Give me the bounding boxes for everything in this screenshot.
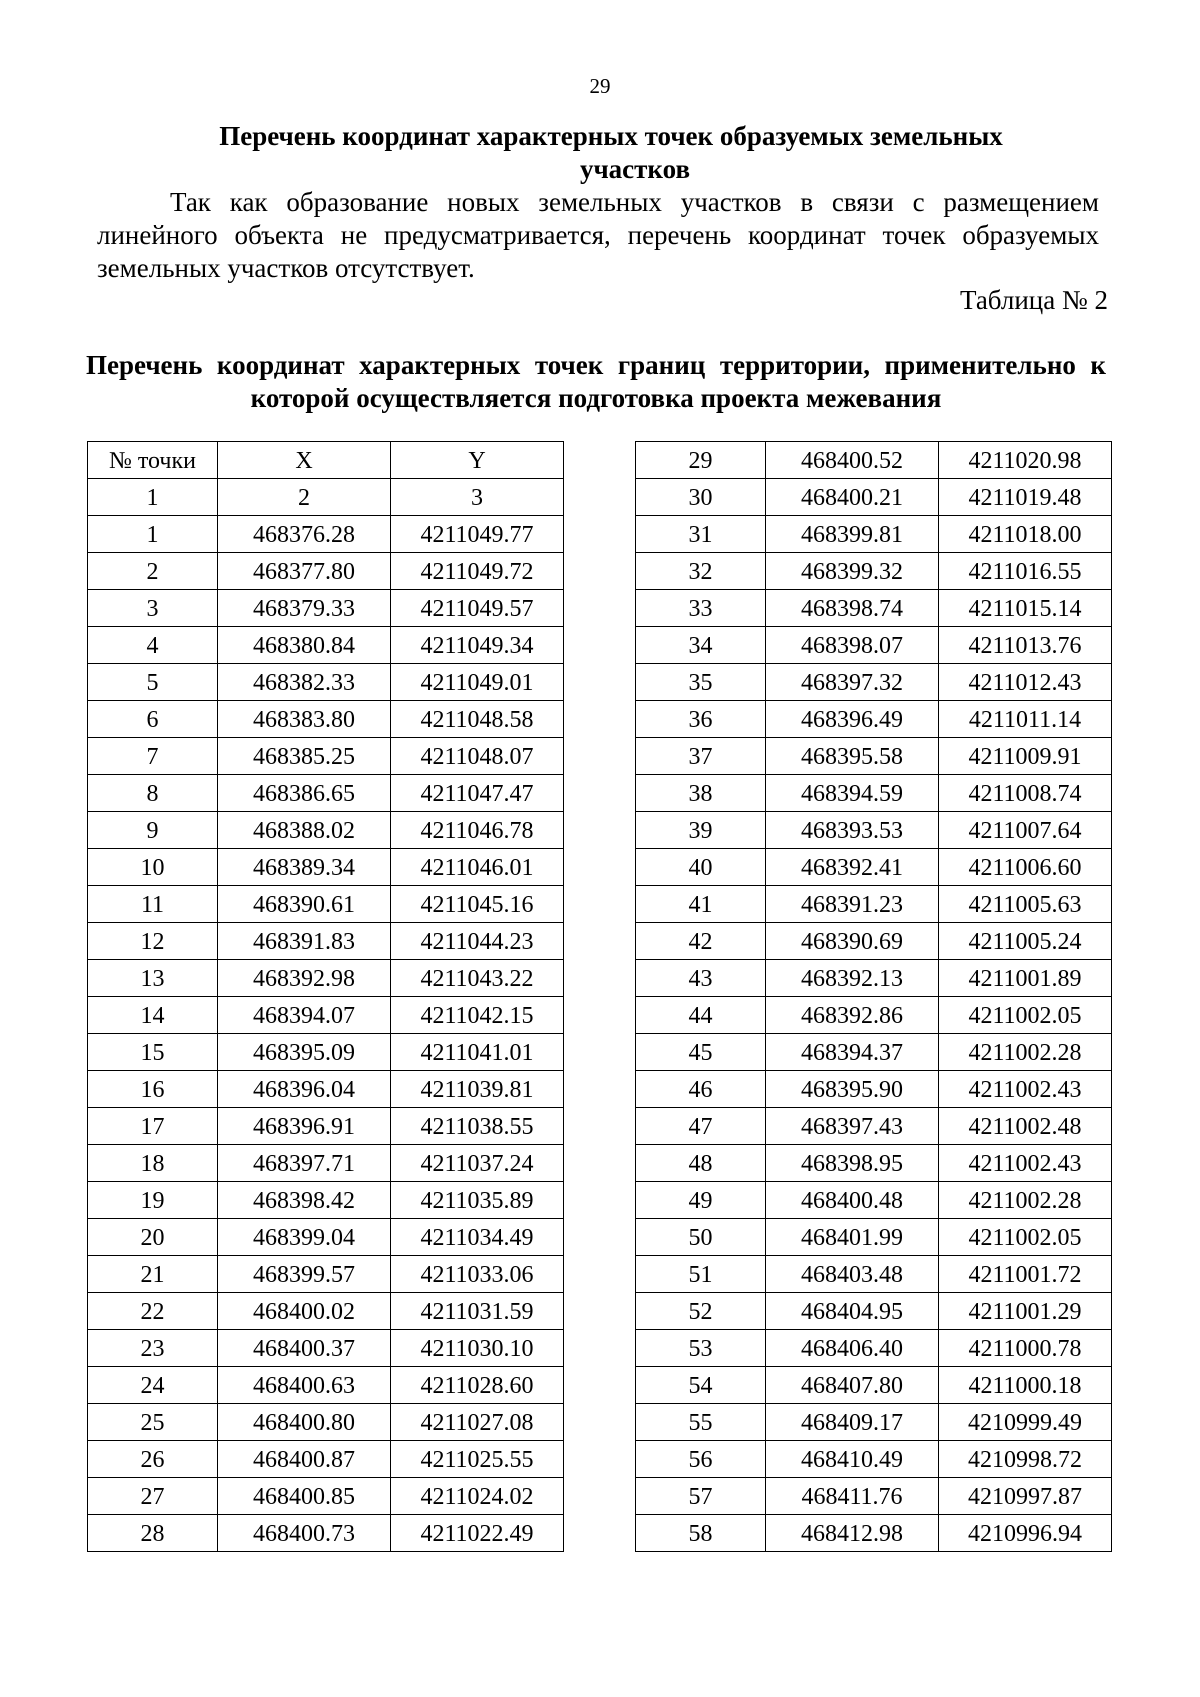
x-coordinate-cell: 468407.80 xyxy=(766,1367,939,1404)
y-coordinate-cell: Y xyxy=(391,442,564,479)
x-coordinate-cell: 468409.17 xyxy=(766,1404,939,1441)
y-coordinate-cell: 4211037.24 xyxy=(391,1145,564,1182)
table-row xyxy=(636,775,1112,812)
point-number-cell: 24 xyxy=(88,1367,218,1404)
table-row xyxy=(636,997,1112,1034)
x-coordinate-cell: 468398.42 xyxy=(218,1182,391,1219)
section-title-line: которой осуществляется подготовка проекта межевания xyxy=(250,383,942,413)
point-number-cell: 52 xyxy=(636,1293,766,1330)
x-coordinate-cell: 468395.90 xyxy=(766,1071,939,1108)
y-coordinate-cell: 4211049.34 xyxy=(391,627,564,664)
section-title-line: Перечень координат характерных точек границ территории, применительно к xyxy=(86,350,1106,380)
x-coordinate-cell: 468390.61 xyxy=(218,886,391,923)
table-row xyxy=(636,1145,1112,1182)
x-coordinate-cell: 468400.63 xyxy=(218,1367,391,1404)
section-title-territory-boundary xyxy=(86,349,1106,415)
paragraph-line: Так как образование новых земельных участков в связи с размещением xyxy=(170,187,1099,217)
x-coordinate-cell: 468383.80 xyxy=(218,701,391,738)
point-number-cell: 20 xyxy=(88,1219,218,1256)
point-number-cell: 11 xyxy=(88,886,218,923)
point-number-cell: 46 xyxy=(636,1071,766,1108)
x-coordinate-cell: 468392.98 xyxy=(218,960,391,997)
table-row xyxy=(88,1108,564,1145)
table-column-number-row xyxy=(88,479,564,516)
table-row xyxy=(636,812,1112,849)
x-coordinate-cell: 468400.37 xyxy=(218,1330,391,1367)
table-row xyxy=(88,1145,564,1182)
point-number-cell: 2 xyxy=(88,553,218,590)
table-row xyxy=(636,664,1112,701)
paragraph-line: земельных участков отсутствует. xyxy=(97,253,475,283)
point-number-cell: 42 xyxy=(636,923,766,960)
table-row xyxy=(636,1219,1112,1256)
y-coordinate-cell: 4211019.48 xyxy=(939,479,1112,516)
y-coordinate-cell: 4211000.18 xyxy=(939,1367,1112,1404)
point-number-cell: 3 xyxy=(88,590,218,627)
point-number-cell: 51 xyxy=(636,1256,766,1293)
point-number-cell: 40 xyxy=(636,849,766,886)
x-coordinate-cell: 468377.80 xyxy=(218,553,391,590)
x-coordinate-cell: 468397.32 xyxy=(766,664,939,701)
y-coordinate-cell: 4211018.00 xyxy=(939,516,1112,553)
y-coordinate-cell: 4211007.64 xyxy=(939,812,1112,849)
x-coordinate-cell: 468397.71 xyxy=(218,1145,391,1182)
y-coordinate-cell: 4211045.16 xyxy=(391,886,564,923)
x-coordinate-cell: 468389.34 xyxy=(218,849,391,886)
point-number-cell: 38 xyxy=(636,775,766,812)
table-row xyxy=(88,627,564,664)
y-coordinate-cell: 4211020.98 xyxy=(939,442,1112,479)
y-coordinate-cell: 4211002.05 xyxy=(939,997,1112,1034)
point-number-cell: 48 xyxy=(636,1145,766,1182)
x-coordinate-cell: 468392.41 xyxy=(766,849,939,886)
y-coordinate-cell: 4211030.10 xyxy=(391,1330,564,1367)
table-row xyxy=(88,1478,564,1515)
point-number-cell: 29 xyxy=(636,442,766,479)
x-coordinate-cell: 468397.43 xyxy=(766,1108,939,1145)
point-number-cell: 1 xyxy=(88,479,218,516)
y-coordinate-cell: 4211047.47 xyxy=(391,775,564,812)
y-coordinate-cell: 4211008.74 xyxy=(939,775,1112,812)
table-row xyxy=(88,738,564,775)
x-coordinate-cell: 468391.83 xyxy=(218,923,391,960)
point-number-cell: 21 xyxy=(88,1256,218,1293)
point-number-cell: 43 xyxy=(636,960,766,997)
table-row xyxy=(88,1404,564,1441)
point-number-cell: 30 xyxy=(636,479,766,516)
table-row xyxy=(88,516,564,553)
point-number-cell: 39 xyxy=(636,812,766,849)
table-row xyxy=(88,1034,564,1071)
point-number-cell: 23 xyxy=(88,1330,218,1367)
table-row xyxy=(88,1256,564,1293)
y-coordinate-cell: 4211012.43 xyxy=(939,664,1112,701)
point-number-cell: 13 xyxy=(88,960,218,997)
y-coordinate-cell: 4211027.08 xyxy=(391,1404,564,1441)
y-coordinate-cell: 4211043.22 xyxy=(391,960,564,997)
y-coordinate-cell: 4210999.49 xyxy=(939,1404,1112,1441)
y-coordinate-cell: 4211002.05 xyxy=(939,1219,1112,1256)
table-row xyxy=(88,812,564,849)
x-coordinate-cell: 468395.09 xyxy=(218,1034,391,1071)
x-coordinate-cell: 468411.76 xyxy=(766,1478,939,1515)
x-coordinate-cell: 468400.87 xyxy=(218,1441,391,1478)
x-coordinate-cell: 468396.04 xyxy=(218,1071,391,1108)
y-coordinate-cell: 4211005.24 xyxy=(939,923,1112,960)
point-number-cell: 14 xyxy=(88,997,218,1034)
table-row xyxy=(636,923,1112,960)
y-coordinate-cell: 4211016.55 xyxy=(939,553,1112,590)
table-row xyxy=(88,664,564,701)
table-row xyxy=(636,442,1112,479)
point-number-cell: 45 xyxy=(636,1034,766,1071)
table-row xyxy=(636,1256,1112,1293)
x-coordinate-cell: 468396.91 xyxy=(218,1108,391,1145)
point-number-cell: 47 xyxy=(636,1108,766,1145)
point-number-cell: 6 xyxy=(88,701,218,738)
y-coordinate-cell: 4211044.23 xyxy=(391,923,564,960)
point-number-cell: 50 xyxy=(636,1219,766,1256)
y-coordinate-cell: 4211001.89 xyxy=(939,960,1112,997)
point-number-cell: 16 xyxy=(88,1071,218,1108)
point-number-cell: 22 xyxy=(88,1293,218,1330)
point-number-cell: 19 xyxy=(88,1182,218,1219)
y-coordinate-cell: 4211011.14 xyxy=(939,701,1112,738)
point-number-cell: 18 xyxy=(88,1145,218,1182)
table-row xyxy=(636,1108,1112,1145)
point-number-cell: 54 xyxy=(636,1367,766,1404)
x-coordinate-cell: 468385.25 xyxy=(218,738,391,775)
x-coordinate-cell: 468388.02 xyxy=(218,812,391,849)
point-number-cell: 5 xyxy=(88,664,218,701)
table-row xyxy=(636,886,1112,923)
x-coordinate-cell: 468380.84 xyxy=(218,627,391,664)
table-row xyxy=(636,590,1112,627)
y-coordinate-cell: 4210998.72 xyxy=(939,1441,1112,1478)
table-row xyxy=(88,1293,564,1330)
x-coordinate-cell: 468410.49 xyxy=(766,1441,939,1478)
y-coordinate-cell: 4211002.43 xyxy=(939,1071,1112,1108)
point-number-cell: 49 xyxy=(636,1182,766,1219)
y-coordinate-cell: 4210997.87 xyxy=(939,1478,1112,1515)
y-coordinate-cell: 4211025.55 xyxy=(391,1441,564,1478)
x-coordinate-cell: 468400.48 xyxy=(766,1182,939,1219)
table-row xyxy=(636,516,1112,553)
x-coordinate-cell: 468395.58 xyxy=(766,738,939,775)
x-coordinate-cell: 468398.95 xyxy=(766,1145,939,1182)
explanation-paragraph xyxy=(97,186,1099,285)
y-coordinate-cell: 4211002.28 xyxy=(939,1182,1112,1219)
y-coordinate-cell: 4211034.49 xyxy=(391,1219,564,1256)
x-coordinate-cell: 468399.57 xyxy=(218,1256,391,1293)
table-row xyxy=(88,1182,564,1219)
point-number-cell: № точки xyxy=(88,442,218,479)
point-number-cell: 31 xyxy=(636,516,766,553)
y-coordinate-cell: 4211002.28 xyxy=(939,1034,1112,1071)
x-coordinate-cell: 468400.85 xyxy=(218,1478,391,1515)
point-number-cell: 27 xyxy=(88,1478,218,1515)
section-title-line: Перечень координат характерных точек образуемых земельных xyxy=(219,121,1003,151)
table-row xyxy=(636,1182,1112,1219)
point-number-cell: 34 xyxy=(636,627,766,664)
table-row xyxy=(88,923,564,960)
table-row xyxy=(88,590,564,627)
x-coordinate-cell: 468386.65 xyxy=(218,775,391,812)
y-coordinate-cell: 4211002.48 xyxy=(939,1108,1112,1145)
table-row xyxy=(88,997,564,1034)
x-coordinate-cell: 468391.23 xyxy=(766,886,939,923)
x-coordinate-cell: 468396.49 xyxy=(766,701,939,738)
y-coordinate-cell: 4211002.43 xyxy=(939,1145,1112,1182)
x-coordinate-cell: 468401.99 xyxy=(766,1219,939,1256)
table-row xyxy=(636,479,1112,516)
page-number: 29 xyxy=(589,74,611,98)
x-coordinate-cell: 468400.73 xyxy=(218,1515,391,1552)
point-number-cell: 10 xyxy=(88,849,218,886)
y-coordinate-cell: 4211048.07 xyxy=(391,738,564,775)
y-coordinate-cell: 4211048.58 xyxy=(391,701,564,738)
point-number-cell: 32 xyxy=(636,553,766,590)
table-row xyxy=(636,701,1112,738)
point-number-cell: 26 xyxy=(88,1441,218,1478)
x-coordinate-cell: 468412.98 xyxy=(766,1515,939,1552)
x-coordinate-cell: 468403.48 xyxy=(766,1256,939,1293)
y-coordinate-cell: 4211046.01 xyxy=(391,849,564,886)
table-row xyxy=(636,1515,1112,1552)
table-row xyxy=(88,960,564,997)
x-coordinate-cell: X xyxy=(218,442,391,479)
y-coordinate-cell: 4210996.94 xyxy=(939,1515,1112,1552)
point-number-cell: 35 xyxy=(636,664,766,701)
x-coordinate-cell: 468400.52 xyxy=(766,442,939,479)
point-number-cell: 58 xyxy=(636,1515,766,1552)
y-coordinate-cell: 4211033.06 xyxy=(391,1256,564,1293)
table-row xyxy=(636,738,1112,775)
table-row xyxy=(88,886,564,923)
table-row xyxy=(636,1293,1112,1330)
point-number-cell: 37 xyxy=(636,738,766,775)
y-coordinate-cell: 4211049.77 xyxy=(391,516,564,553)
table-row xyxy=(636,1034,1112,1071)
point-number-cell: 17 xyxy=(88,1108,218,1145)
table-row xyxy=(88,1515,564,1552)
y-coordinate-cell: 4211022.49 xyxy=(391,1515,564,1552)
y-coordinate-cell: 4211035.89 xyxy=(391,1182,564,1219)
x-coordinate-cell: 468399.81 xyxy=(766,516,939,553)
section-title-formed-plots xyxy=(85,120,1115,186)
point-number-cell: 12 xyxy=(88,923,218,960)
table-row xyxy=(636,1478,1112,1515)
x-coordinate-cell: 468390.69 xyxy=(766,923,939,960)
x-coordinate-cell: 468400.21 xyxy=(766,479,939,516)
table-row xyxy=(88,775,564,812)
x-coordinate-cell: 468400.80 xyxy=(218,1404,391,1441)
point-number-cell: 57 xyxy=(636,1478,766,1515)
table-row xyxy=(88,1071,564,1108)
point-number-cell: 36 xyxy=(636,701,766,738)
y-coordinate-cell: 4211001.72 xyxy=(939,1256,1112,1293)
y-coordinate-cell: 4211042.15 xyxy=(391,997,564,1034)
x-coordinate-cell: 468393.53 xyxy=(766,812,939,849)
y-coordinate-cell: 4211013.76 xyxy=(939,627,1112,664)
point-number-cell: 1 xyxy=(88,516,218,553)
y-coordinate-cell: 4211041.01 xyxy=(391,1034,564,1071)
point-number-cell: 28 xyxy=(88,1515,218,1552)
point-number-cell: 9 xyxy=(88,812,218,849)
x-coordinate-cell: 468400.02 xyxy=(218,1293,391,1330)
table-row xyxy=(636,627,1112,664)
y-coordinate-cell: 4211009.91 xyxy=(939,738,1112,775)
table-row xyxy=(88,849,564,886)
y-coordinate-cell: 4211049.57 xyxy=(391,590,564,627)
table-row xyxy=(88,1367,564,1404)
table-row xyxy=(88,1330,564,1367)
table-row xyxy=(88,553,564,590)
x-coordinate-cell: 2 xyxy=(218,479,391,516)
y-coordinate-cell: 4211031.59 xyxy=(391,1293,564,1330)
table-number-label: Таблица № 2 xyxy=(960,285,1108,315)
table-row xyxy=(636,1404,1112,1441)
x-coordinate-cell: 468404.95 xyxy=(766,1293,939,1330)
point-number-cell: 15 xyxy=(88,1034,218,1071)
x-coordinate-cell: 468398.07 xyxy=(766,627,939,664)
coordinates-table-right xyxy=(635,441,1112,1552)
y-coordinate-cell: 4211000.78 xyxy=(939,1330,1112,1367)
point-number-cell: 4 xyxy=(88,627,218,664)
point-number-cell: 7 xyxy=(88,738,218,775)
table-row xyxy=(88,1219,564,1256)
x-coordinate-cell: 468392.13 xyxy=(766,960,939,997)
point-number-cell: 53 xyxy=(636,1330,766,1367)
y-coordinate-cell: 4211049.72 xyxy=(391,553,564,590)
y-coordinate-cell: 4211006.60 xyxy=(939,849,1112,886)
table-row xyxy=(636,960,1112,997)
y-coordinate-cell: 4211005.63 xyxy=(939,886,1112,923)
table-row xyxy=(88,1441,564,1478)
y-coordinate-cell: 4211049.01 xyxy=(391,664,564,701)
x-coordinate-cell: 468392.86 xyxy=(766,997,939,1034)
y-coordinate-cell: 4211024.02 xyxy=(391,1478,564,1515)
x-coordinate-cell: 468399.04 xyxy=(218,1219,391,1256)
x-coordinate-cell: 468394.07 xyxy=(218,997,391,1034)
point-number-cell: 41 xyxy=(636,886,766,923)
point-number-cell: 44 xyxy=(636,997,766,1034)
table-row xyxy=(636,553,1112,590)
table-row xyxy=(636,1441,1112,1478)
x-coordinate-cell: 468399.32 xyxy=(766,553,939,590)
table-header-row xyxy=(88,442,564,479)
section-title-line: участков xyxy=(579,154,691,184)
y-coordinate-cell: 4211039.81 xyxy=(391,1071,564,1108)
x-coordinate-cell: 468379.33 xyxy=(218,590,391,627)
x-coordinate-cell: 468382.33 xyxy=(218,664,391,701)
point-number-cell: 56 xyxy=(636,1441,766,1478)
x-coordinate-cell: 468406.40 xyxy=(766,1330,939,1367)
y-coordinate-cell: 4211001.29 xyxy=(939,1293,1112,1330)
x-coordinate-cell: 468398.74 xyxy=(766,590,939,627)
table-row xyxy=(636,1071,1112,1108)
x-coordinate-cell: 468376.28 xyxy=(218,516,391,553)
coordinates-table-left xyxy=(87,441,564,1552)
paragraph-line: линейного объекта не предусматривается, перечень координат точек образуемых xyxy=(97,220,1099,250)
x-coordinate-cell: 468394.37 xyxy=(766,1034,939,1071)
point-number-cell: 25 xyxy=(88,1404,218,1441)
point-number-cell: 33 xyxy=(636,590,766,627)
x-coordinate-cell: 468394.59 xyxy=(766,775,939,812)
table-row xyxy=(636,849,1112,886)
table-row xyxy=(636,1330,1112,1367)
point-number-cell: 8 xyxy=(88,775,218,812)
table-row xyxy=(636,1367,1112,1404)
y-coordinate-cell: 4211028.60 xyxy=(391,1367,564,1404)
y-coordinate-cell: 3 xyxy=(391,479,564,516)
table-row xyxy=(88,701,564,738)
y-coordinate-cell: 4211038.55 xyxy=(391,1108,564,1145)
y-coordinate-cell: 4211046.78 xyxy=(391,812,564,849)
y-coordinate-cell: 4211015.14 xyxy=(939,590,1112,627)
point-number-cell: 55 xyxy=(636,1404,766,1441)
